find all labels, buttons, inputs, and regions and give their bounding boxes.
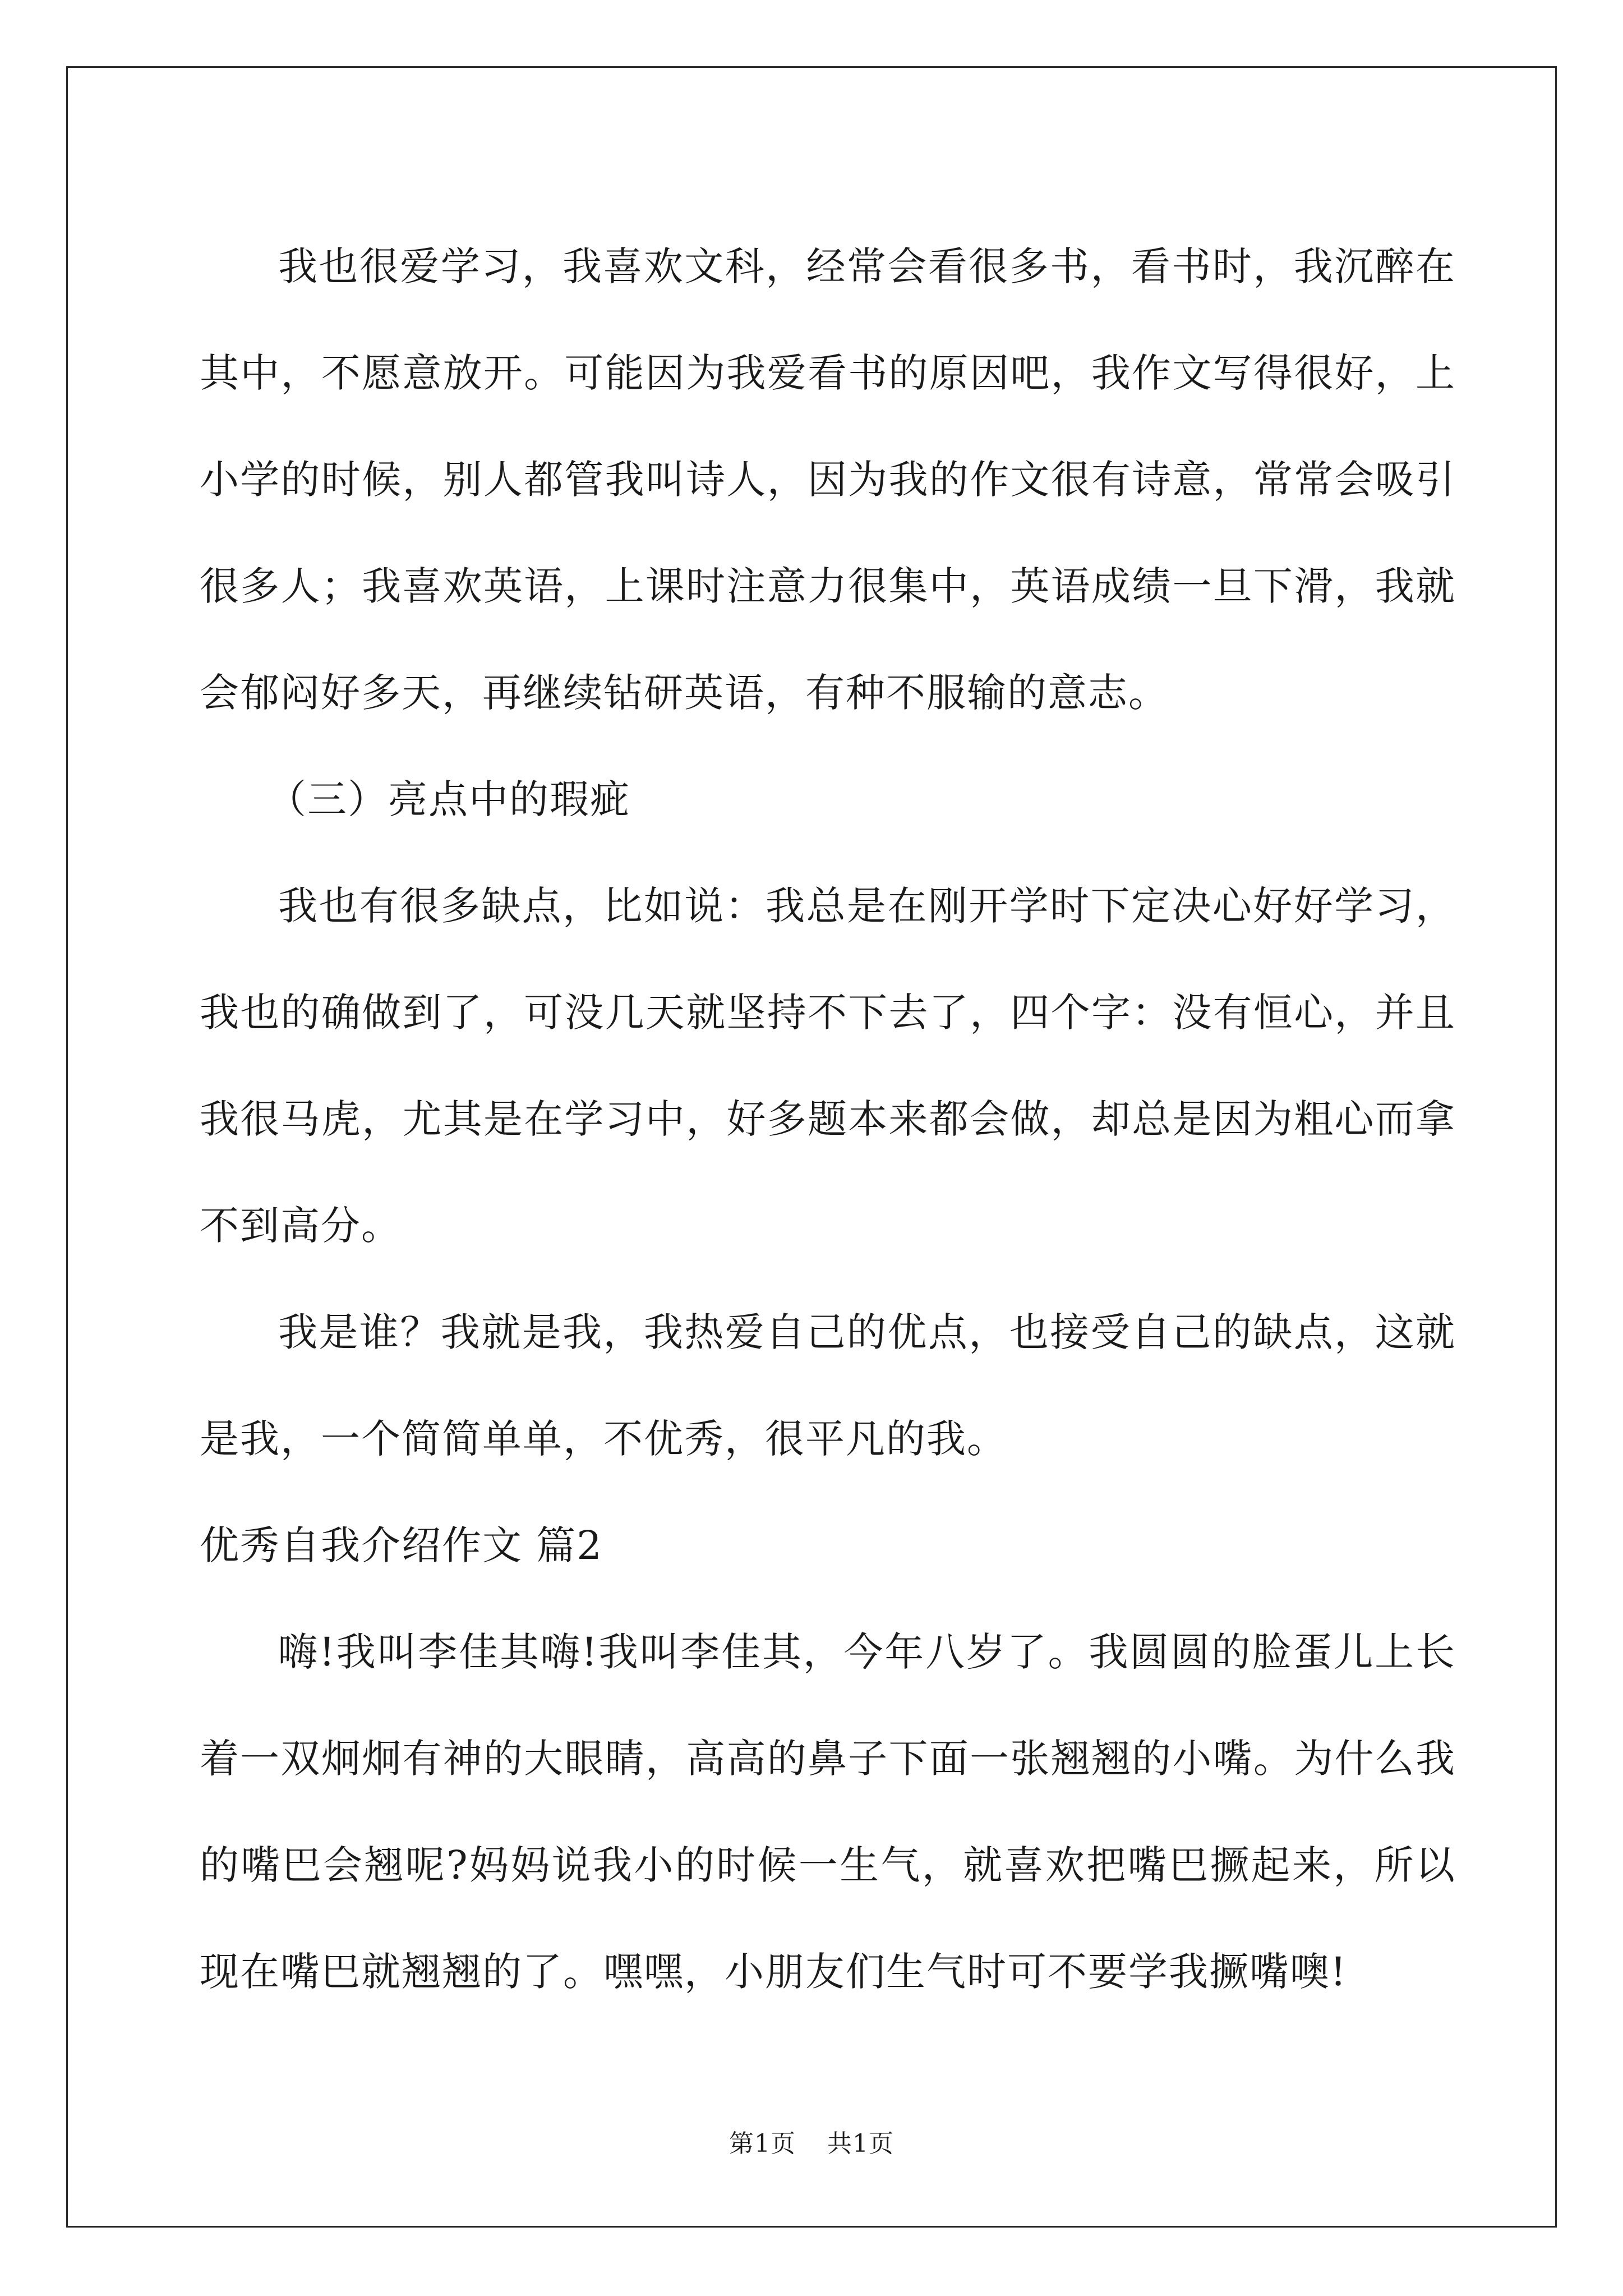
paragraph-study: 我也很爱学习，我喜欢文科，经常会看很多书，看书时，我沉醉在其中，不愿意放开。可能因为我爱看书的原因吧，我作文写得很好，上小学的时候，别人都管我叫诗人，因为我的作文很有诗意，常常会吸引很多人；我喜欢英语，上课时注意力很集中，英语成绩一旦下滑，我就会郁闷好多天，再继续钻研英语，有种不服输的意志。 — [200, 243, 1456, 716]
document-body — [200, 213, 1456, 2025]
section-title-flaws: （三）亮点中的瑕疵 — [267, 776, 630, 822]
page-number-current: 第1页 — [729, 2129, 796, 2158]
paragraph-who-am-i: 我是谁？我就是我，我热爱自己的优点，也接受自己的缺点，这就是我，一个简简单单，不优秀，很平凡的我。 — [200, 1309, 1456, 1462]
page-number-total: 共1页 — [827, 2129, 894, 2158]
paragraph-intro-li-jiaqi: 嗨!我叫李佳其嗨!我叫李佳其，今年八岁了。我圆圆的脸蛋儿上长着一双炯炯有神的大眼睛，高高的鼻子下面一张翘翘的小嘴。为什么我的嘴巴会翘呢?妈妈说我小的时候一生气，就喜欢把嘴巴撅起来，所以现在嘴巴就翘翘的了。嘿嘿，小朋友们生气时可不要学我撅嘴噢! — [200, 1629, 1456, 1995]
paragraph-flaws: 我也有很多缺点，比如说：我总是在刚开学时下定决心好好学习，我也的确做到了，可没几天就坚持不下去了，四个字：没有恒心，并且我很马虎，尤其是在学习中，好多题本来都会做，却总是因为粗心而拿不到高分。 — [200, 883, 1456, 1249]
essay-heading-2: 优秀自我介绍作文 篇2 — [200, 1522, 603, 1568]
page-footer — [0, 2123, 1623, 2159]
